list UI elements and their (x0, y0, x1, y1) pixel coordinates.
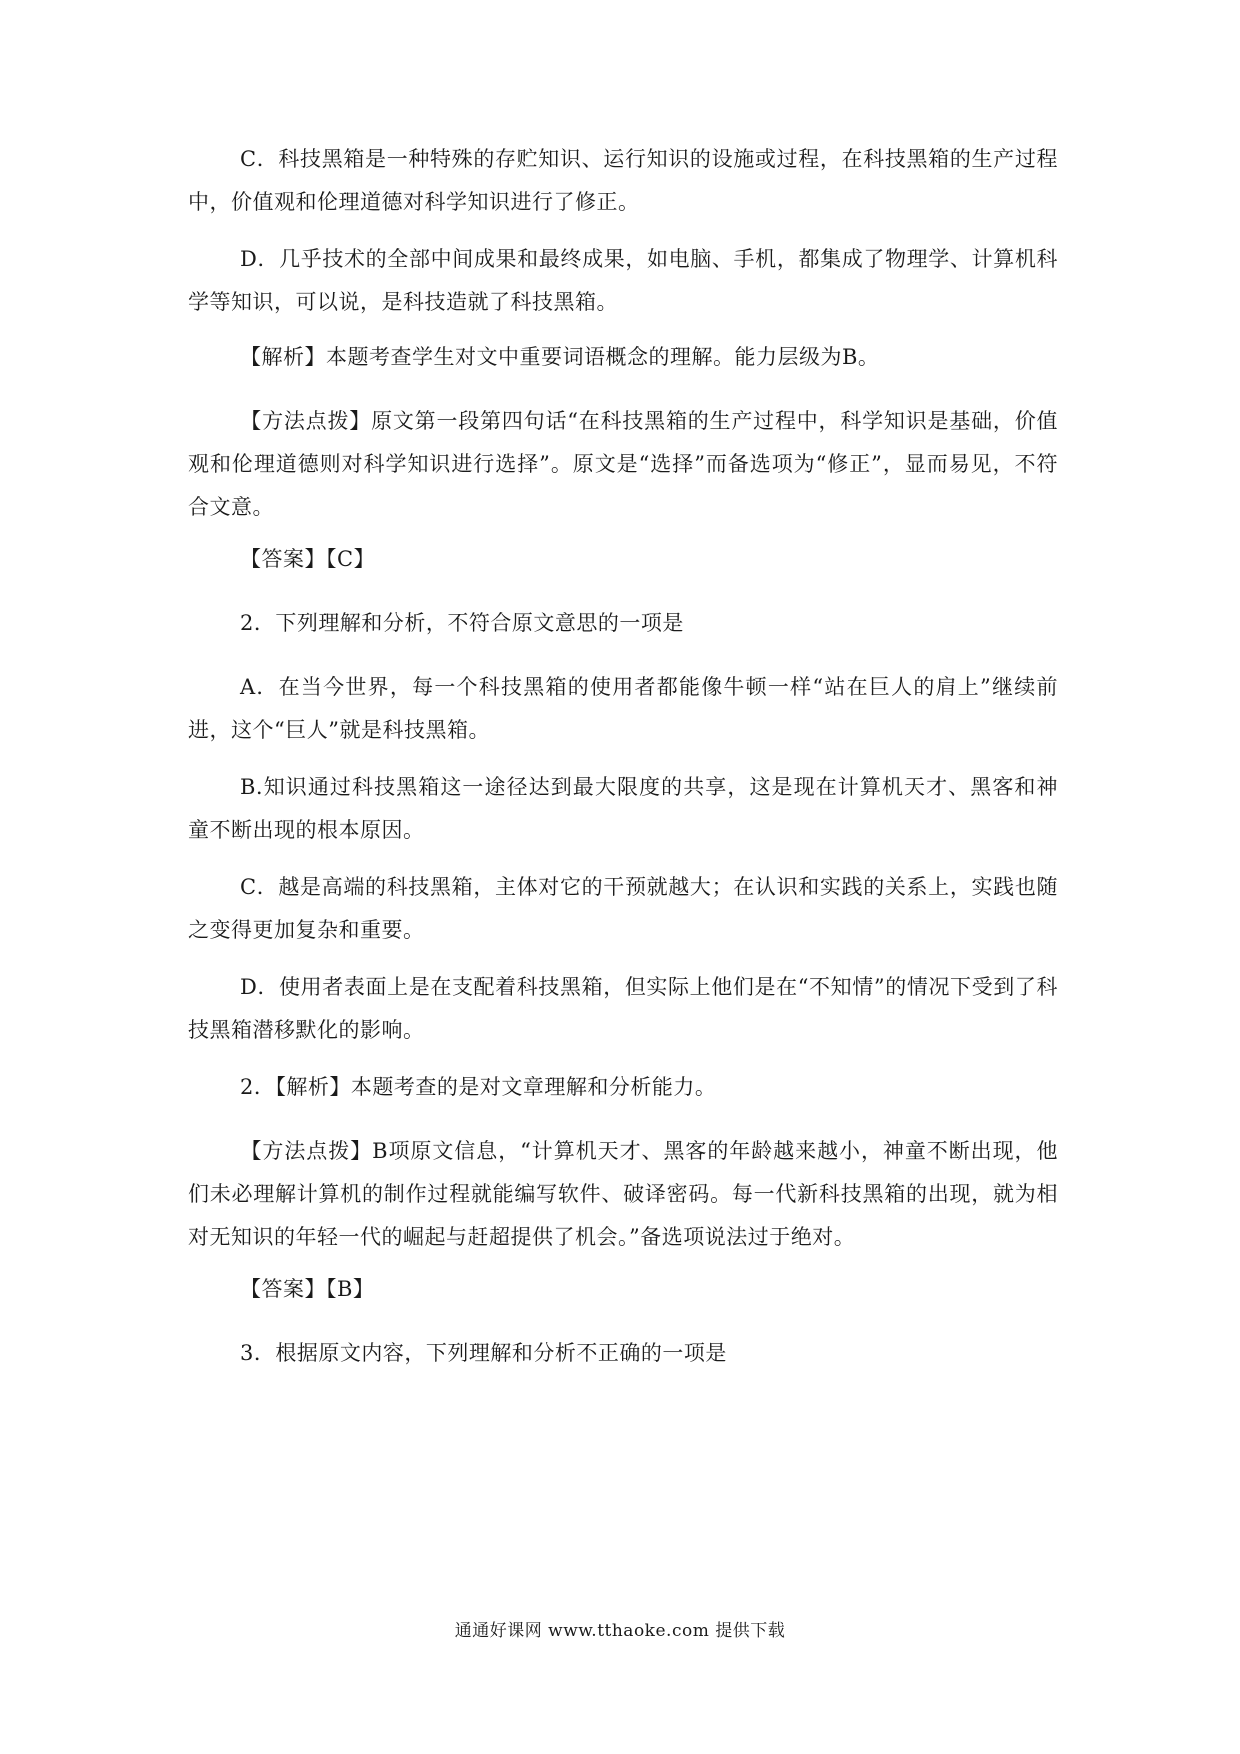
method-2: 【方法点拨】B项原文信息，“计算机天才、黑客的年龄越来越小，神童不断出现，他们未必理解计算机的制作过程就能编写软件、破译密码。每一代新科技黑箱的出现，就为相对无知识的年轻一代的崛起与赶超提供了机会。”备选项说法过于绝对。 (188, 1139, 1058, 1249)
option-2a: A．在当今世界，每一个科技黑箱的使用者都能像牛顿一样“站在巨人的肩上”继续前进，这个“巨人”就是科技黑箱。 (188, 675, 1058, 742)
answer-1: 【答案】【C】 (240, 547, 376, 571)
analysis-2: 2．【解析】本题考查的是对文章理解和分析能力。 (240, 1075, 717, 1099)
option-1d: D．几乎技术的全部中间成果和最终成果，如电脑、手机，都集成了物理学、计算机科学等知识，可以说，是科技造就了科技黑箱。 (188, 247, 1058, 314)
answer-2: 【答案】【B】 (240, 1277, 375, 1301)
page-footer (0, 1616, 1240, 1641)
method-1: 【方法点拨】原文第一段第四句话“在科技黑箱的生产过程中，科学知识是基础，价值观和伦理道德则对科学知识进行选择”。原文是“选择”而备选项为“修正”，显而易见，不符合文意。 (188, 409, 1058, 519)
option-2b: B.知识通过科技黑箱这一途径达到最大限度的共享，这是现在计算机天才、黑客和神童不断出现的根本原因。 (188, 775, 1058, 842)
option-1c: C．科技黑箱是一种特殊的存贮知识、运行知识的设施或过程，在科技黑箱的生产过程中，价值观和伦理道德对科学知识进行了修正。 (188, 147, 1058, 214)
option-2d: D．使用者表面上是在支配着科技黑箱，但实际上他们是在“不知情”的情况下受到了科技黑箱潜移默化的影响。 (188, 975, 1058, 1042)
question-2: 2．下列理解和分析，不符合原文意思的一项是 (240, 611, 684, 635)
footer-text: 通通好课网 www.tthaoke.com 提供下载 (454, 1621, 786, 1641)
analysis-1: 【解析】本题考查学生对文中重要词语概念的理解。能力层级为B。 (240, 345, 880, 369)
question-3: 3．根据原文内容，下列理解和分析不正确的一项是 (240, 1341, 727, 1365)
option-2c: C．越是高端的科技黑箱，主体对它的干预就越大；在认识和实践的关系上，实践也随之变得更加复杂和重要。 (188, 875, 1058, 942)
